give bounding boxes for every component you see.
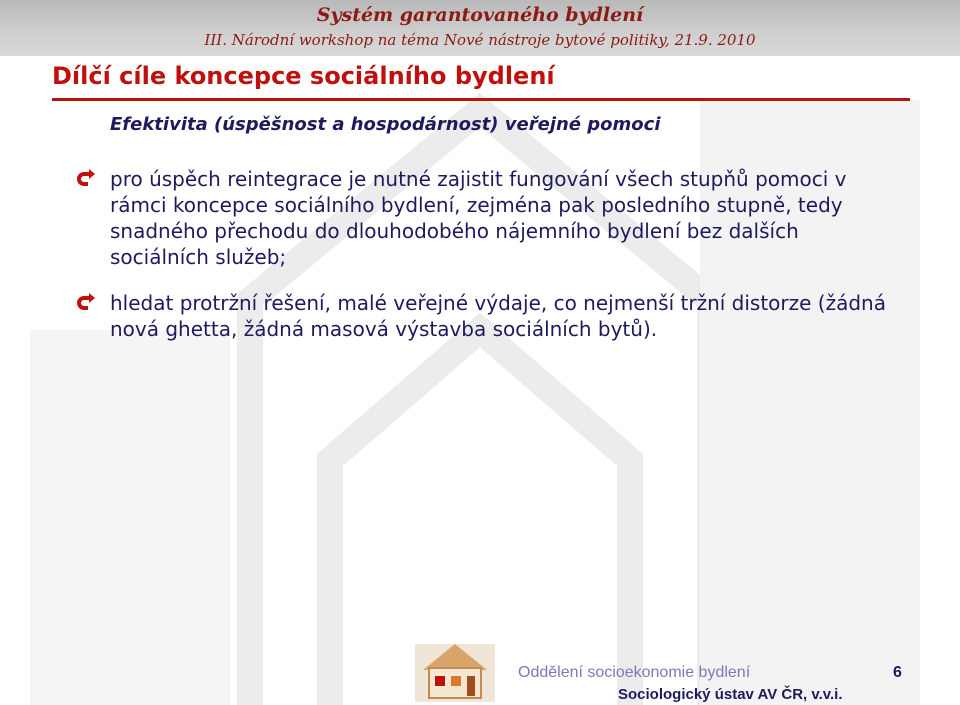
header-subtitle: III. Národní workshop na téma Nové nástroje bytové politiky, 21.9. 2010 <box>204 31 756 49</box>
slide-title: Dílčí cíle koncepce sociálního bydlení <box>52 62 555 90</box>
footer-institute: Sociologický ústav AV ČR, v.v.i. <box>618 686 843 703</box>
footer-department: Oddělení socioekonomie bydlení <box>518 664 751 681</box>
arrow-return-icon <box>76 168 96 188</box>
title-divider <box>52 98 910 101</box>
bullet-text: pro úspěch reintegrace je nutné zajistit fungování všech stupňů pomoci v rámci koncepce sociálního bydlení, zejména pak posledního stupně, tedy snadného přechodu do dlouhodobého nájemního bydlení bez dalších sociálních služeb; <box>110 167 847 269</box>
institute-logo <box>415 636 495 702</box>
slide-subtitle: Efektivita (úspěšnost a hospodárnost) veřejné pomoci <box>110 114 661 135</box>
arrow-return-icon <box>76 292 96 312</box>
header-title: Systém garantovaného bydlení <box>316 4 644 26</box>
slide-header <box>0 0 960 56</box>
bullet-text: hledat protržní řešení, malé veřejné výdaje, co nejmenší tržní distorze (žádná nová ghetta, žádná masová výstavba sociálních bytů). <box>110 291 886 341</box>
page-number: 6 <box>893 664 902 681</box>
